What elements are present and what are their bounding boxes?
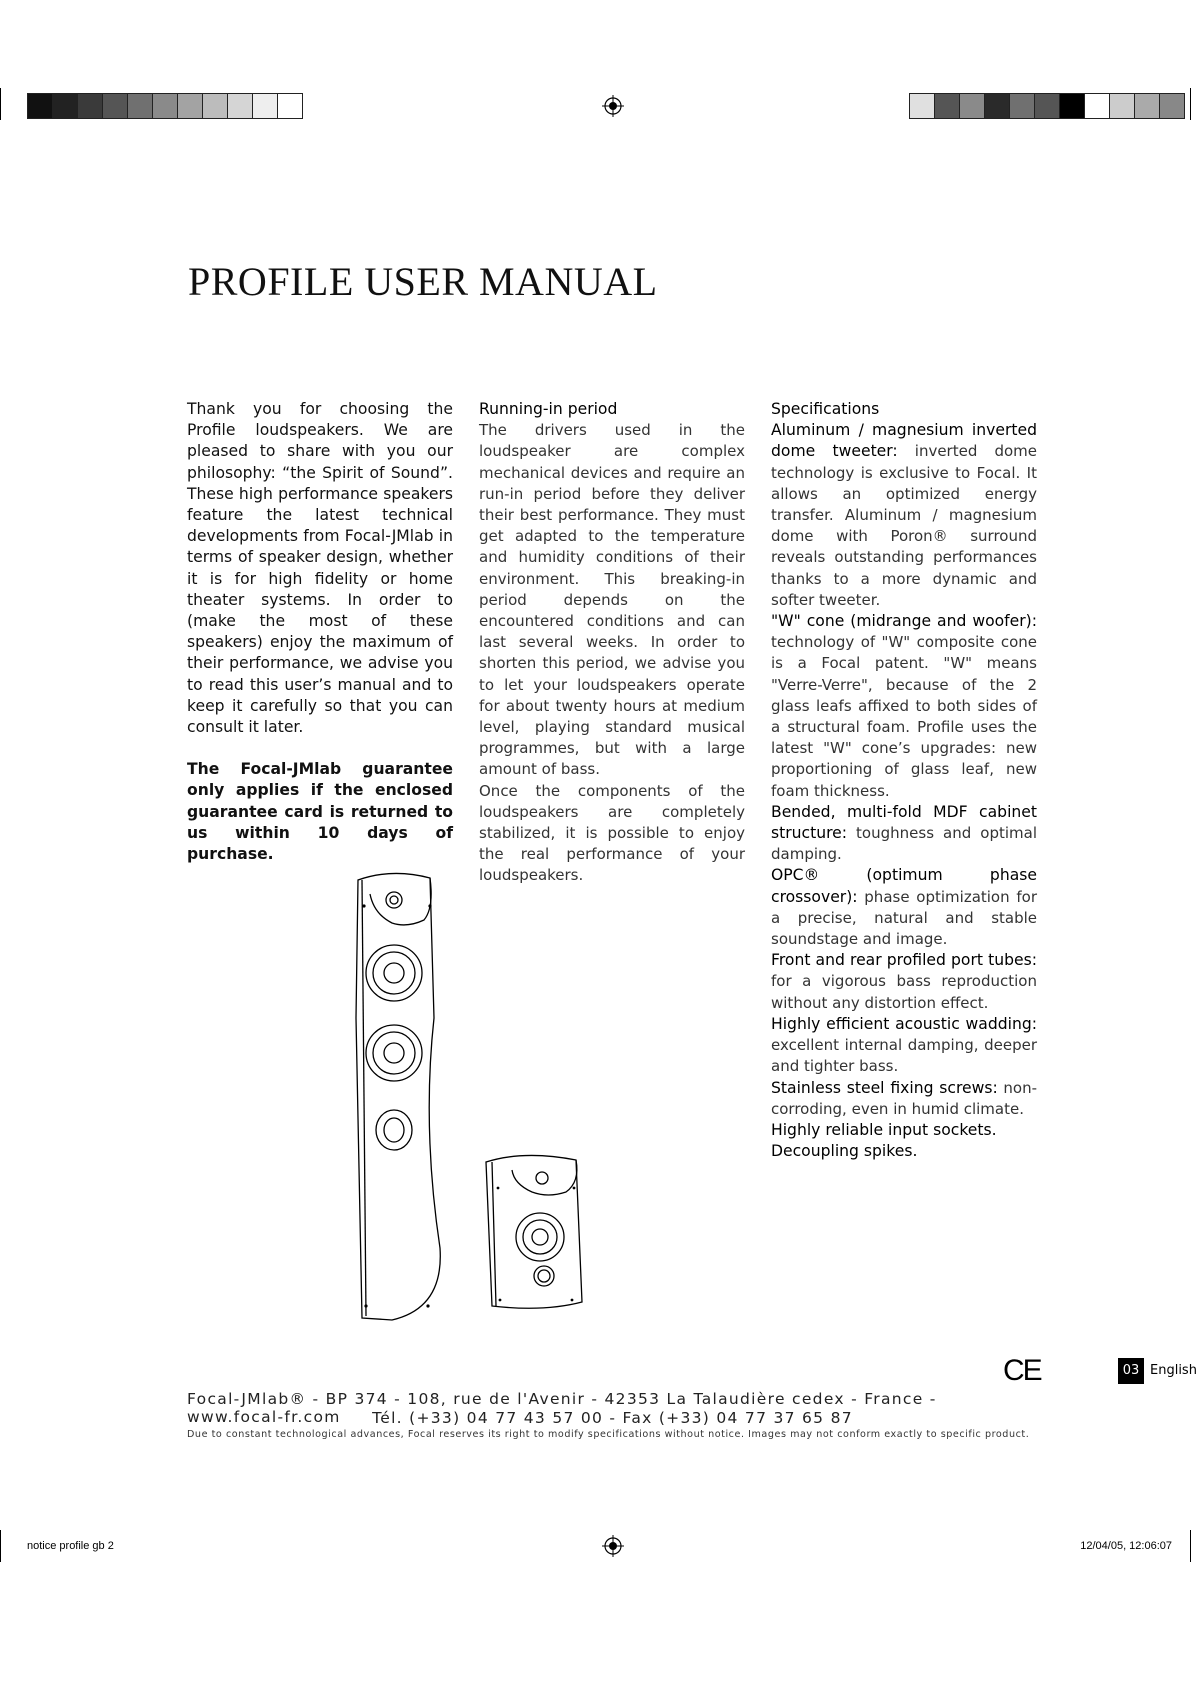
floorstanding-speaker-illustration xyxy=(352,868,447,1324)
spec-item xyxy=(771,1078,1037,1120)
spec-description: excellent internal damping, deeper and tighter bass. xyxy=(771,1036,1037,1076)
color-swatch xyxy=(1060,93,1085,119)
specifications-column xyxy=(771,399,1037,1162)
spec-item xyxy=(771,1014,1037,1078)
color-swatch xyxy=(909,93,935,119)
spec-item xyxy=(771,1120,1037,1141)
color-swatch xyxy=(1010,93,1035,119)
spec-description: phase optimization for a precise, natural and stable soundstage and image. xyxy=(771,887,1037,949)
crop-mark-top-right xyxy=(1190,88,1191,120)
specifications-heading: Specifications xyxy=(771,400,880,418)
print-slug-file: notice profile gb 2 xyxy=(27,1540,114,1552)
color-swatch xyxy=(1135,93,1160,119)
running-in-paragraph: Once the components of the loudspeakers are completely stabilized, it is possible to enjoy the real performance of your loudspeakers. xyxy=(479,781,745,885)
color-calibration-bar-right xyxy=(909,93,1185,119)
color-swatch xyxy=(985,93,1010,119)
spec-term: Front and rear profiled port tubes: xyxy=(771,951,1037,970)
spec-term: Highly reliable input sockets. xyxy=(771,1120,997,1139)
spec-item xyxy=(771,802,1037,866)
color-swatch xyxy=(960,93,985,119)
spec-term: OPC® (optimum phase crossover): xyxy=(771,866,1037,906)
crop-mark-bottom-left xyxy=(0,1530,1,1562)
running-in-paragraph: The drivers used in the loudspeaker are complex mechanical devices and require an run-in period before they deliver their best performance. They must get adapted to the temperature and humidity conditions of their environment. This breaking-in period depends on the encountered conditions and can last several weeks. In order to shorten this period, we advise you to let your loudspeakers operate for about twenty hours at medium level, playing standard musical programmes, but with a large amount of bass. xyxy=(479,421,745,779)
registration-mark-icon xyxy=(602,1535,624,1557)
crop-mark-bottom-right xyxy=(1190,1530,1191,1562)
footer-disclaimer: Due to constant technological advances, Focal reserves its right to modify specifications without notice. Images may not conform exactly to specific product. xyxy=(187,1429,1030,1440)
spec-term: "W" cone (midrange and woofer): xyxy=(771,612,1037,631)
intro-paragraph: Thank you for choosing the Profile loudspeakers. We are pleased to share with you our philosophy: “the Spirit of Sound”. These high performance speakers feature the latest technical developments from Focal-JMlab in terms of speaker design, whether it is for high fidelity or home theater systems. In order to (make the most of these speakers) enjoy the maximum of their performance, we advise you to read this user’s manual and to keep it carefully so that you can consult it later. xyxy=(187,400,453,737)
spec-item xyxy=(771,865,1037,950)
registration-mark-icon xyxy=(602,95,624,117)
spec-description: technology of "W" composite cone is a Focal patent. "W" means "Verre-Verre", because of the 2 glass leafs affixed to both sides of a structural foam. Profile uses the latest "W" cone’s upgrades: new proportioning of glass leaf, new foam thickness. xyxy=(771,633,1037,800)
bookshelf-speaker-illustration xyxy=(484,1152,590,1312)
page-title: PROFILE USER MANUAL xyxy=(188,259,658,304)
specifications-list xyxy=(771,420,1037,1162)
color-swatch xyxy=(1035,93,1060,119)
color-swatch xyxy=(153,93,178,119)
color-swatch xyxy=(228,93,253,119)
spec-item xyxy=(771,950,1037,1014)
footer-phone: Tél. (+33) 04 77 43 57 00 - Fax (+33) 04 77 37 65 87 xyxy=(372,1409,853,1427)
intro-column xyxy=(187,399,453,865)
running-in-heading: Running-in period xyxy=(479,400,618,418)
color-swatch xyxy=(178,93,203,119)
spec-item xyxy=(771,1141,1037,1162)
color-swatch xyxy=(128,93,153,119)
page-number: 03 xyxy=(1118,1358,1144,1384)
color-calibration-bar-left xyxy=(27,93,303,119)
spec-description: non-corroding, even in humid climate. xyxy=(771,1078,1037,1118)
color-swatch xyxy=(278,93,303,119)
footer-address: Focal-JMlab® - BP 374 - 108, rue de l'Avenir - 42353 La Talaudière cedex - France - www.focal-fr.com xyxy=(187,1390,937,1426)
spec-term: Aluminum / magnesium inverted dome tweeter: xyxy=(771,421,1037,461)
spec-term: Highly efficient acoustic wadding: xyxy=(771,1014,1037,1033)
color-swatch xyxy=(253,93,278,119)
color-swatch xyxy=(103,93,128,119)
page-indicator xyxy=(1118,1358,1197,1384)
spec-item xyxy=(771,420,1037,611)
color-swatch xyxy=(1110,93,1135,119)
running-in-column xyxy=(479,399,745,887)
spec-description: for a vigorous bass reproduction without any distortion effect. xyxy=(771,972,1037,1012)
color-swatch xyxy=(53,93,78,119)
page-language: English xyxy=(1150,1363,1197,1378)
color-swatch xyxy=(935,93,960,119)
crop-mark-top-left xyxy=(0,88,1,120)
color-swatch xyxy=(27,93,53,119)
ce-mark: CE xyxy=(1003,1354,1041,1387)
print-slug-date: 12/04/05, 12:06:07 xyxy=(1080,1540,1172,1552)
color-swatch xyxy=(1160,93,1185,119)
spec-description: inverted dome technology is exclusive to Focal. It allows an optimized energy transfer. Aluminum / magnesium dome with Poron® surround reveals outstanding performances thanks to a more dynamic and softer tweeter. xyxy=(771,442,1037,609)
spec-description: toughness and optimal damping. xyxy=(771,824,1037,864)
spec-term: Decoupling spikes. xyxy=(771,1142,918,1161)
color-swatch xyxy=(78,93,103,119)
spec-term: Stainless steel fixing screws: xyxy=(771,1078,998,1097)
spec-term: Bended, multi-fold MDF cabinet structure: xyxy=(771,802,1037,843)
color-swatch xyxy=(1085,93,1110,119)
color-swatch xyxy=(203,93,228,119)
spec-item xyxy=(771,611,1037,802)
guarantee-notice: The Focal-JMlab guarantee only applies if the enclosed guarantee card is returned to us within 10 days of purchase. xyxy=(187,760,453,864)
